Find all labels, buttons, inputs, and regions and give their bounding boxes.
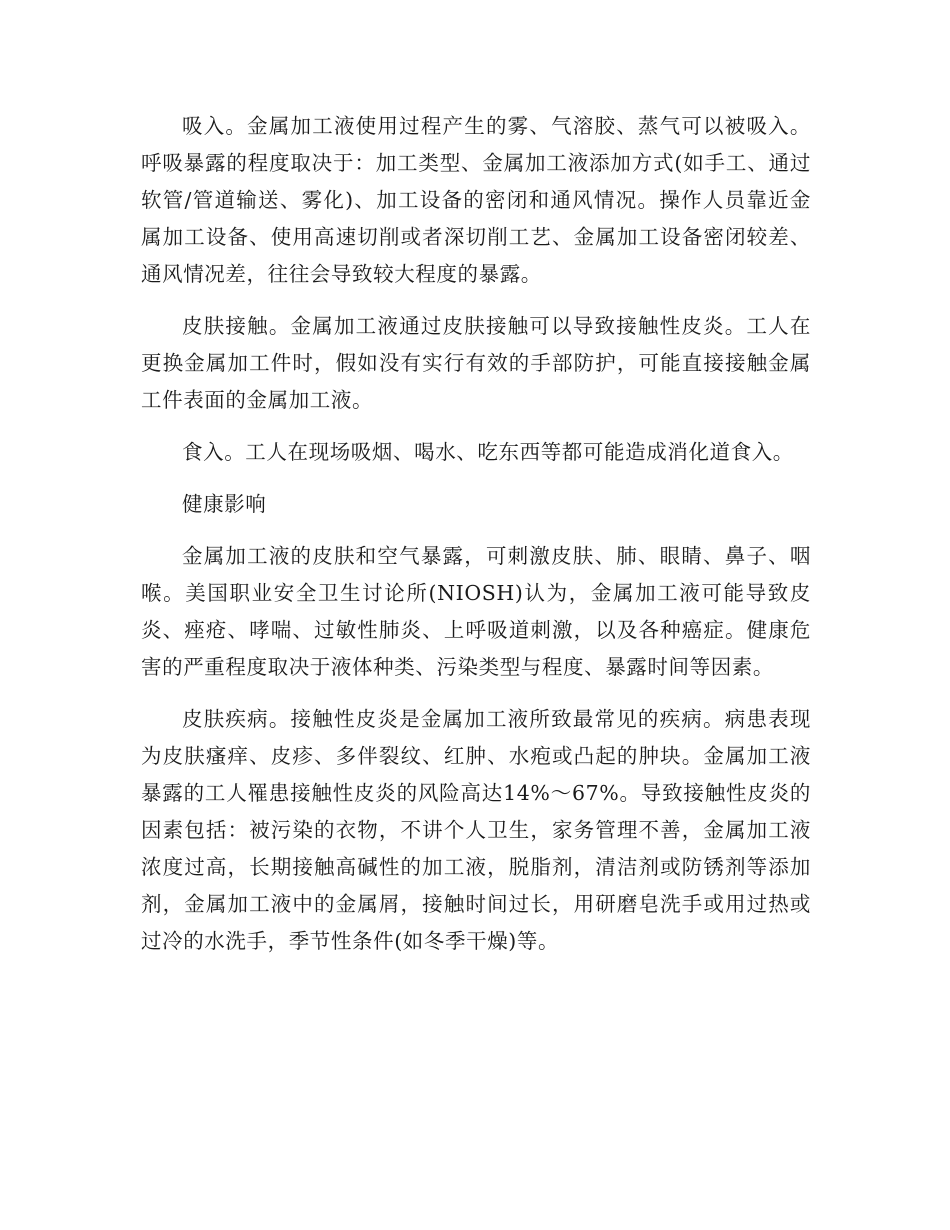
section-heading-health-effects: 健康影响 xyxy=(182,492,267,516)
paragraph-inhalation: 吸入。金属加工液使用过程产生的雾、气溶胶、蒸气可以被吸入。呼吸暴露的程度取决于：加工类型、金属加工液添加方式(如手工、通过软管/管道输送、雾化)、加工设备的密闭和通风情况。操作人员靠近金属加工设备、使用高速切削或者深切削工艺、金属加工设备密闭较差、通风情况差，往往会导致较大程度的暴露。 xyxy=(141,114,811,286)
paragraph-health-effects: 金属加工液的皮肤和空气暴露，可刺激皮肤、肺、眼睛、鼻子、咽喉。美国职业安全卫生讨论所(NIOSH)认为，金属加工液可能导致皮炎、痤疮、哮喘、过敏性肺炎、上呼吸道刺激，以及各种癌症。健康危害的严重程度取决于液体种类、污染类型与程度、暴露时间等因素。 xyxy=(141,544,811,679)
paragraph-skin-contact: 皮肤接触。金属加工液通过皮肤接触可以导致接触性皮炎。工人在更换金属加工件时，假如没有实行有效的手部防护，可能直接接触金属工件表面的金属加工液。 xyxy=(141,314,811,412)
document-body xyxy=(141,108,811,975)
paragraph-skin-diseases: 皮肤疾病。接触性皮炎是金属加工液所致最常见的疾病。病患表现为皮肤瘙痒、皮疹、多伴裂纹、红肿、水疱或凸起的肿块。金属加工液暴露的工人罹患接触性皮炎的风险高达14%～67%。导致接触性皮炎的因素包括：被污染的衣物，不讲个人卫生，家务管理不善，金属加工液浓度过高，长期接触高碱性的加工液，脱脂剂，清洁剂或防锈剂等添加剂，金属加工液中的金属屑，接触时间过长，用研磨皂洗手或用过热或过冷的水洗手，季节性条件(如冬季干燥)等。 xyxy=(141,707,811,953)
paragraph-ingestion: 食入。工人在现场吸烟、喝水、吃东西等都可能造成消化道食入。 xyxy=(182,440,794,464)
